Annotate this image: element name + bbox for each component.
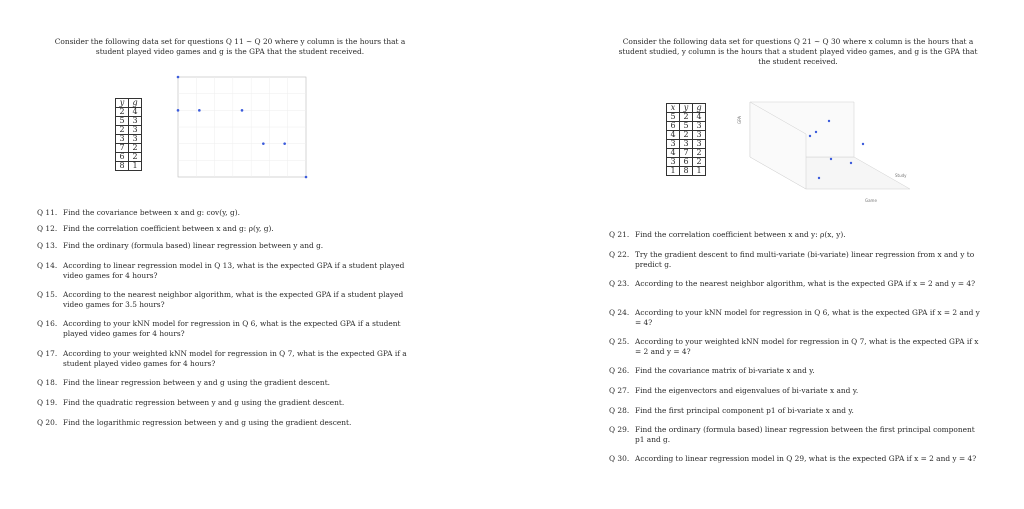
table-row bbox=[667, 167, 706, 176]
table-cell: 3 bbox=[129, 117, 142, 126]
right-data-table bbox=[666, 103, 706, 176]
table-cell: 2 bbox=[129, 153, 142, 162]
table-cell: 5 bbox=[116, 117, 129, 126]
table-cell: 4 bbox=[667, 149, 680, 158]
question: Q 16. According to your kNN model for regression in Q 6, what is the expected GPA if a student played video games for 4 hours? bbox=[37, 319, 401, 338]
table-cell: 3 bbox=[129, 135, 142, 144]
question: Q 15. According to the nearest neighbor algorithm, what is the expected GPA if a student played video games for 3.5 hours? bbox=[37, 290, 404, 309]
table-cell: 4 bbox=[129, 108, 142, 117]
question: Q 19. Find the quadratic regression between y and g using the gradient descent. bbox=[37, 398, 345, 407]
question: Q 20. Find the logarithmic regression between y and g using the gradient descent. bbox=[37, 418, 352, 427]
axis-label-x: Game bbox=[865, 198, 877, 203]
left-data-table bbox=[115, 98, 142, 171]
table-header: g bbox=[129, 99, 142, 108]
question: Q 13. Find the ordinary (formula based) linear regression between y and g. bbox=[37, 241, 324, 250]
question: Q 21. Find the correlation coefficient between x and y: ρ(x, y). bbox=[609, 230, 846, 239]
question: Q 17. According to your weighted kNN model for regression in Q 7, what is the expected GPA if a student played video games for 4 hours? bbox=[37, 349, 407, 368]
table-cell: 6 bbox=[667, 122, 680, 131]
question: Q 24. According to your kNN model for regression in Q 6, what is the expected GPA if x = 2 and y = 4? bbox=[609, 308, 980, 327]
table-cell: 2 bbox=[116, 108, 129, 117]
table-cell: 3 bbox=[129, 126, 142, 135]
scatter-plot-3d bbox=[730, 95, 907, 205]
table-cell: 5 bbox=[680, 122, 693, 131]
table-cell: 3 bbox=[693, 131, 706, 140]
table-cell: 3 bbox=[680, 140, 693, 149]
table-row bbox=[116, 162, 142, 171]
table-cell: 8 bbox=[680, 167, 693, 176]
data-point bbox=[177, 76, 180, 79]
data-point bbox=[283, 142, 286, 145]
table-header: y bbox=[116, 99, 129, 108]
question: Q 29. Find the ordinary (formula based) linear regression between the first principal component p1 and g. bbox=[609, 425, 975, 444]
axis-label-y: Study bbox=[895, 173, 907, 178]
axis-label-z: GPA bbox=[737, 116, 742, 124]
question: Q 18. Find the linear regression between y and g using the gradient descent. bbox=[37, 378, 331, 387]
table-cell: 2 bbox=[680, 113, 693, 122]
table-cell: 4 bbox=[667, 131, 680, 140]
question: Q 11. Find the covariance between x and g: cov(y, g). bbox=[37, 208, 240, 217]
table-cell: 2 bbox=[129, 144, 142, 153]
table-cell: 5 bbox=[667, 113, 680, 122]
question: Q 23. According to the nearest neighbor algorithm, what is the expected GPA if x = 2 and y = 4? bbox=[609, 279, 976, 288]
table-cell: 2 bbox=[680, 131, 693, 140]
question: Q 30. According to linear regression model in Q 29, what is the expected GPA if x = 2 and y = 4? bbox=[609, 454, 977, 463]
data-point bbox=[862, 143, 864, 145]
scatter-plot-2d bbox=[168, 75, 308, 185]
data-point bbox=[305, 176, 308, 179]
table-cell: 3 bbox=[693, 122, 706, 131]
table-cell: 7 bbox=[680, 149, 693, 158]
data-point bbox=[198, 109, 201, 112]
data-point bbox=[241, 109, 244, 112]
table-header: g bbox=[693, 104, 706, 113]
data-point bbox=[815, 131, 817, 133]
question: Q 27. Find the eigenvectors and eigenvalues of bi-variate x and y. bbox=[609, 386, 859, 395]
question: Q 14. According to linear regression model in Q 13, what is the expected GPA if a student played video games for 4 hours? bbox=[37, 261, 405, 280]
table-cell: 3 bbox=[667, 158, 680, 167]
question: Q 28. Find the first principal component p1 of bi-variate x and y. bbox=[609, 406, 854, 415]
data-point bbox=[828, 120, 830, 122]
table-cell: 4 bbox=[693, 113, 706, 122]
question: Q 26. Find the covariance matrix of bi-variate x and y. bbox=[609, 366, 815, 375]
table-cell: 2 bbox=[693, 158, 706, 167]
table-cell: 2 bbox=[693, 149, 706, 158]
table-cell: 3 bbox=[116, 135, 129, 144]
table-cell: 3 bbox=[693, 140, 706, 149]
table-cell: 1 bbox=[693, 167, 706, 176]
data-point bbox=[809, 135, 811, 137]
table-cell: 3 bbox=[667, 140, 680, 149]
data-point bbox=[262, 142, 265, 145]
question: Q 12. Find the correlation coefficient between x and g: ρ(y, g). bbox=[37, 224, 274, 233]
right-intro: Consider the following data set for questions Q 21 ~ Q 30 where x column is the hours that a student studied, y column is the hours that a student played video games, and g is the GPA that the student received. bbox=[618, 37, 978, 66]
table-cell: 8 bbox=[116, 162, 129, 171]
question: Q 22. Try the gradient descent to find multi-variate (bi-variate) linear regression from x and y to predict g. bbox=[609, 250, 975, 269]
table-cell: 1 bbox=[667, 167, 680, 176]
data-point bbox=[177, 109, 180, 112]
table-cell: 2 bbox=[116, 126, 129, 135]
table-cell: 6 bbox=[116, 153, 129, 162]
table-header: x bbox=[667, 104, 680, 113]
data-point bbox=[830, 158, 832, 160]
table-cell: 6 bbox=[680, 158, 693, 167]
table-cell: 1 bbox=[129, 162, 142, 171]
data-point bbox=[850, 162, 852, 164]
question: Q 25. According to your weighted kNN model for regression in Q 7, what is the expected GPA if x = 2 and y = 4? bbox=[609, 337, 979, 356]
data-point bbox=[818, 177, 820, 179]
left-intro: Consider the following data set for questions Q 11 ~ Q 20 where y column is the hours that a student played video games and g is the GPA that the student received. bbox=[54, 37, 406, 56]
table-header: y bbox=[680, 104, 693, 113]
table-cell: 7 bbox=[116, 144, 129, 153]
